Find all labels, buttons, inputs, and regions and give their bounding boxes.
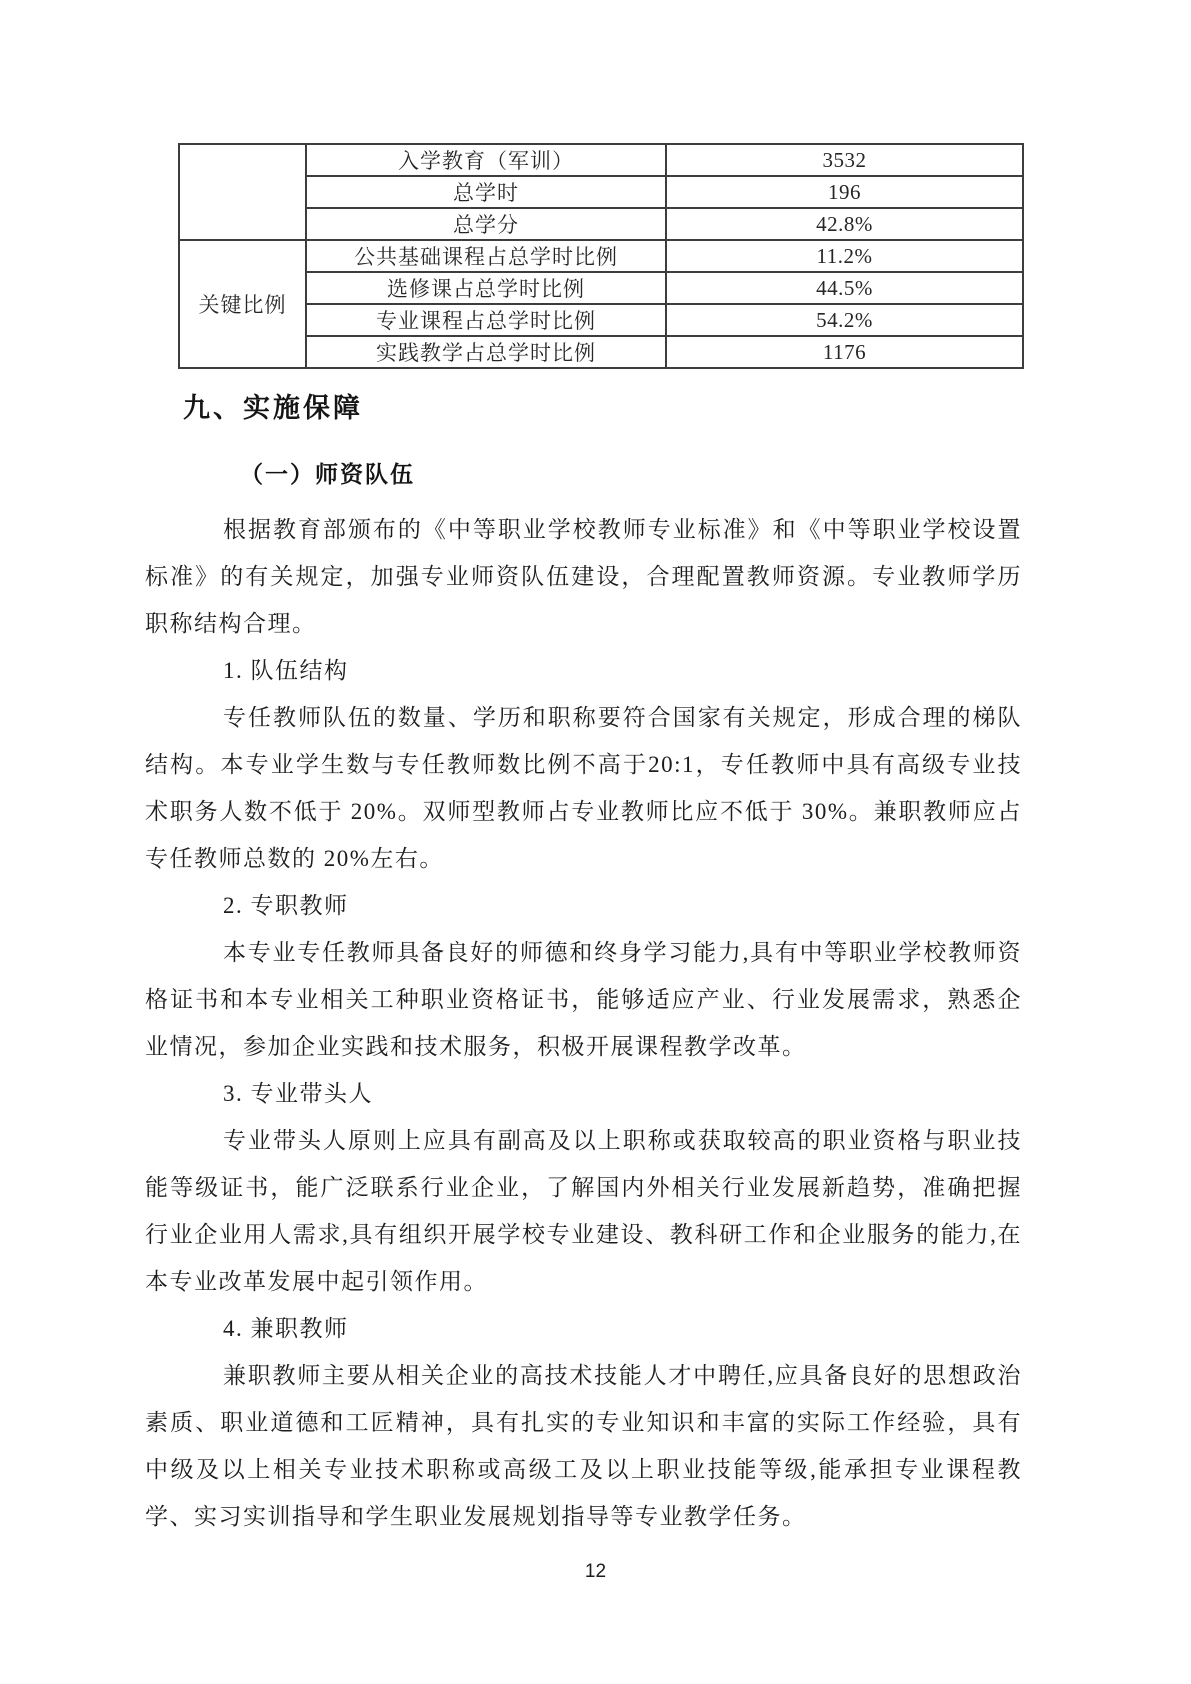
metric-value-cell: 54.2% [666, 304, 1023, 336]
group-label-cell-empty [179, 144, 306, 240]
group-label-cell-key-ratios: 关键比例 [179, 240, 306, 368]
item-title-4: 4. 兼职教师 [223, 1316, 349, 1341]
metric-value-cell: 196 [666, 176, 1023, 208]
table-row [179, 176, 1023, 208]
item-title-1: 1. 队伍结构 [223, 658, 349, 683]
metric-value-cell: 1176 [666, 336, 1023, 368]
item-title-3: 3. 专业带头人 [223, 1081, 373, 1106]
item-title-2: 2. 专职教师 [223, 893, 349, 918]
item-body-4: 兼职教师主要从相关企业的高技术技能人才中聘任,应具备良好的思想政治素质、职业道德和工匠精神，具有扎实的专业知识和丰富的实际工作经验，具有中级及以上相关专业技术职称或高级工及以上职业技能等级,能承担专业课程教学、实习实训指导和学生职业发展规划指导等专业教学任务。 [145, 1363, 1022, 1529]
metric-value-cell: 11.2% [666, 240, 1023, 272]
subsection-heading: （一）师资队伍 [240, 461, 415, 487]
page-number: 12 [584, 1561, 607, 1582]
table-row [179, 144, 1023, 176]
metric-name-cell: 总学时 [306, 176, 666, 208]
table-row [179, 304, 1023, 336]
body-text [145, 506, 1022, 1540]
metric-value-cell: 44.5% [666, 272, 1023, 304]
table-row [179, 208, 1023, 240]
metric-name-cell: 公共基础课程占总学时比例 [306, 240, 666, 272]
item-body-3: 专业带头人原则上应具有副高及以上职称或获取较高的职业资格与职业技能等级证书，能广泛联系行业企业，了解国内外相关行业发展新趋势，准确把握行业企业用人需求,具有组织开展学校专业建设、教科研工作和企业服务的能力,在本专业改革发展中起引领作用。 [145, 1128, 1022, 1294]
intro-paragraph: 根据教育部颁布的《中等职业学校教师专业标准》和《中等职业学校设置标准》的有关规定，加强专业师资队伍建设，合理配置教师资源。专业教师学历职称结构合理。 [145, 517, 1022, 636]
section-heading: 九、实施保障 [183, 393, 363, 423]
metric-name-cell: 总学分 [306, 208, 666, 240]
table-row [179, 240, 1023, 272]
curriculum-stats-table [178, 143, 1024, 369]
item-body-2: 本专业专任教师具备良好的师德和终身学习能力,具有中等职业学校教师资格证书和本专业相关工种职业资格证书，能够适应产业、行业发展需求，熟悉企业情况，参加企业实践和技术服务，积极开展课程教学改革。 [145, 940, 1022, 1059]
table-row [179, 272, 1023, 304]
metric-value-cell: 3532 [666, 144, 1023, 176]
item-body-1: 专任教师队伍的数量、学历和职称要符合国家有关规定，形成合理的梯队结构。本专业学生数与专任教师数比例不高于20:1，专任教师中具有高级专业技术职务人数不低于 20%。双师型教师占专业教师比应不低于 30%。兼职教师应占专任教师总数的 20%左右。 [145, 705, 1022, 871]
metric-name-cell: 专业课程占总学时比例 [306, 304, 666, 336]
metric-name-cell: 选修课占总学时比例 [306, 272, 666, 304]
metric-name-cell: 入学教育（军训） [306, 144, 666, 176]
metric-value-cell: 42.8% [666, 208, 1023, 240]
metric-name-cell: 实践教学占总学时比例 [306, 336, 666, 368]
table-row [179, 336, 1023, 368]
